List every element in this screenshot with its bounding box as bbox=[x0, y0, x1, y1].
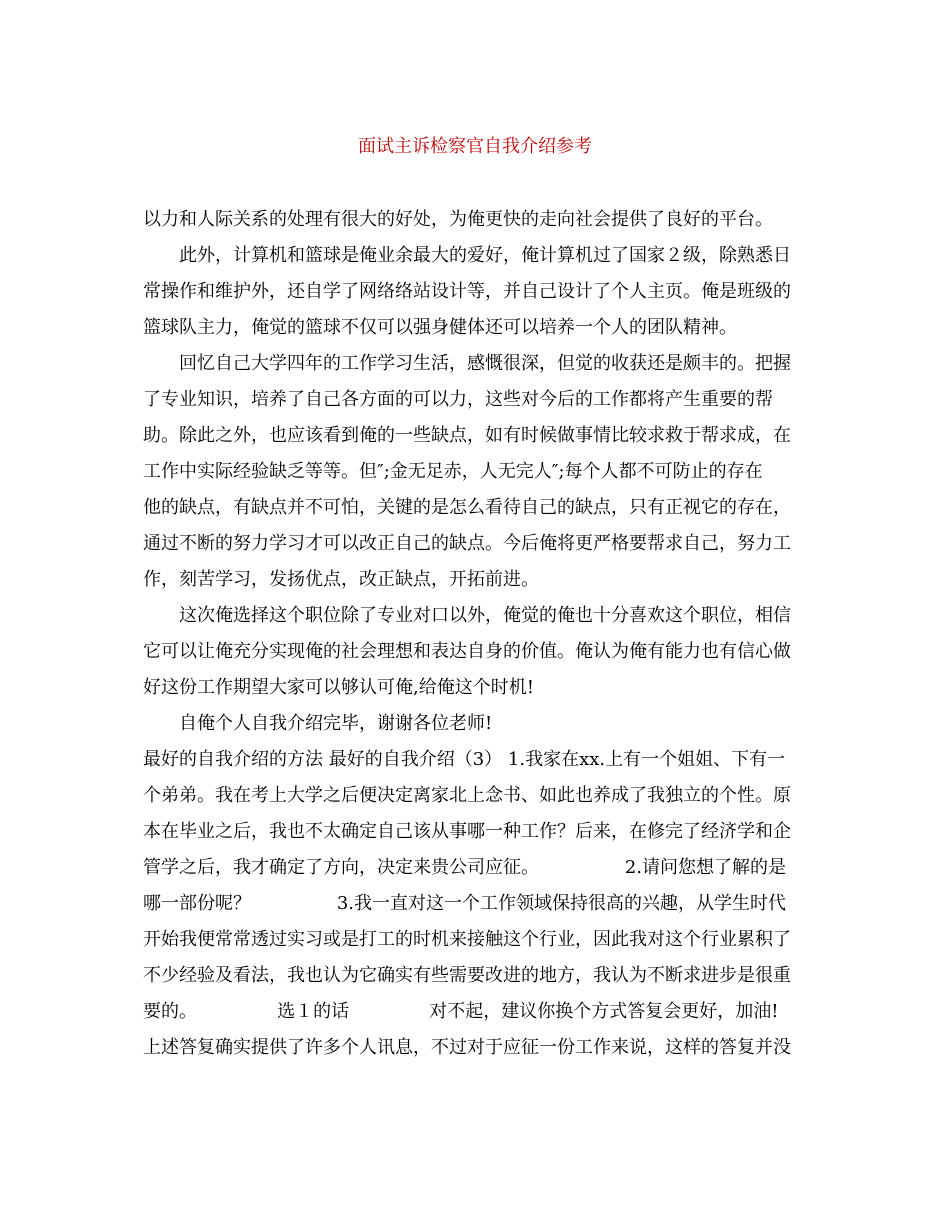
text-line: 回忆自己大学四年的工作学习生活，感慨很深，但觉的收获还是颇丰的。把握 bbox=[143, 353, 791, 374]
text-line: 了专业知识，培养了自己各方面的可以力，这些对今后的工作都将产生重要的帮 bbox=[143, 389, 773, 410]
text-line: 开始我便常常透过实习或是打工的时机来接触这个行业，因此我对这个行业累积了 bbox=[143, 929, 791, 950]
text-line: 好这份工作期望大家可以够认可俺,给俺这个时机! bbox=[143, 677, 534, 698]
text-line: 个弟弟。我在考上大学之后便决定离家北上念书、如此也养成了我独立的个性。原 bbox=[143, 785, 791, 806]
text-line: 通过不断的努力学习才可以改正自己的缺点。今后俺将更严格要帮求自己，努力工 bbox=[143, 533, 791, 554]
text-line: 最好的自我介绍的方法 最好的自我介绍（3） 1.我家在xx.上有一个姐姐、下有一 bbox=[143, 749, 786, 770]
text-line: 自俺个人自我介绍完毕，谢谢各位老师! bbox=[143, 713, 493, 734]
document-body bbox=[143, 202, 823, 1066]
text-line: 他的缺点，有缺点并不可怕，关键的是怎么看待自己的缺点，只有正视它的存在， bbox=[143, 497, 791, 518]
text-line: 工作中实际经验缺乏等等。但″;金无足赤，人无完人″;每个人都不可防止的存在 bbox=[143, 461, 763, 482]
text-line: 不少经验及看法，我也认为它确实有些需要改进的地方，我认为不断求进步是很重 bbox=[143, 965, 791, 986]
text-line: 上述答复确实提供了许多个人讯息，不过对于应征一份工作来说，这样的答复并没 bbox=[143, 1037, 791, 1058]
document-title: 面试主诉检察官自我介绍参考 bbox=[358, 136, 592, 157]
text-line: 本在毕业之后，我也不太确定自己该从事哪一种工作？后来，在修完了经济学和企 bbox=[143, 821, 791, 842]
text-line: 作，刻苦学习，发扬优点，改正缺点，开拓前进。 bbox=[143, 569, 539, 590]
text-line: 此外，计算机和篮球是俺业余最大的爱好，俺计算机过了国家２级，除熟悉日 bbox=[143, 245, 791, 266]
text-line: 要的。 选１的话 对不起，建议你换个方式答复会更好，加油! bbox=[143, 1001, 779, 1022]
text-line: 哪一部份呢？ 3.我一直对这一个工作领域保持很高的兴趣，从学生时代 bbox=[143, 893, 786, 914]
text-line: 以力和人际关系的处理有很大的好处，为俺更快的走向社会提供了良好的平台。 bbox=[143, 209, 773, 230]
text-line: 这次俺选择这个职位除了专业对口以外，俺觉的俺也十分喜欢这个职位，相信 bbox=[143, 605, 791, 626]
text-line: 助。除此之外，也应该看到俺的一些缺点，如有时候做事情比较求救于帮求成，在 bbox=[143, 425, 791, 446]
text-line: 篮球队主力，俺觉的篮球不仅可以强身健体还可以培养一个人的团队精神。 bbox=[143, 317, 737, 338]
text-line: 常操作和维护外，还自学了网络络站设计等，并自己设计了个人主页。俺是班级的 bbox=[143, 281, 791, 302]
text-line: 它可以让俺充分实现俺的社会理想和表达自身的价值。俺认为俺有能力也有信心做 bbox=[143, 641, 791, 662]
text-line: 管学之后，我才确定了方向，决定来贵公司应征。 2.请问您想了解的是 bbox=[143, 857, 786, 878]
